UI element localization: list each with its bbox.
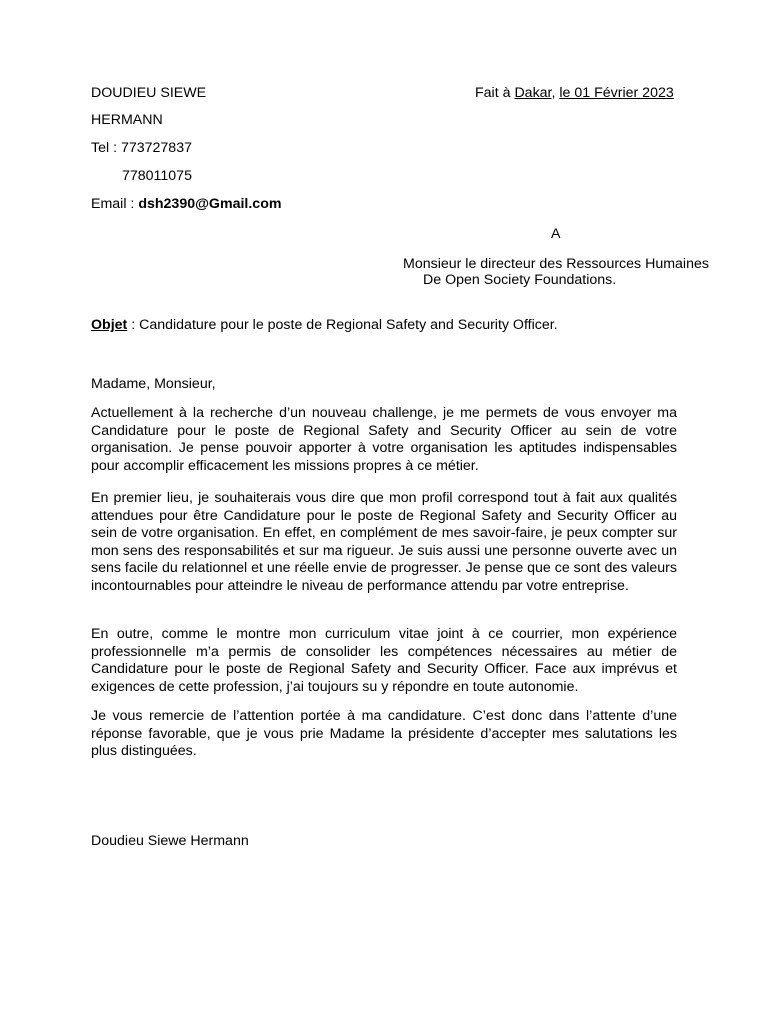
subject-line xyxy=(91,317,558,335)
place-comma: , xyxy=(551,85,560,101)
email-address: dsh2390@Gmail.com xyxy=(138,196,282,212)
recipient-line1: Monsieur le directeur des Ressources Humaines xyxy=(403,256,709,272)
email-label: Email : xyxy=(91,196,139,212)
body-paragraph-2: En premier lieu, je souhaiterais vous dire que mon profil correspond tout à fait aux qualités attendues pour être Candidature pour le poste de Regional Safety and Security Officer au sein de votre organisation. En effet, en complément de mes savoir-faire, je peux compter sur mon sens des responsabilités et sur ma rigueur. Je suis aussi une personne ouverte avec un sens facile du relationnel et une réelle envie de progresser. Je pense que ce sont des valeurs incontournables pour atteindre le niveau de performance attendu par votre entreprise. xyxy=(91,490,677,594)
subject-text: : Candidature pour le poste de Regional Safety and Security Officer. xyxy=(127,317,558,333)
sender-phone-line xyxy=(91,140,192,158)
body-paragraph-3: En outre, comme le montre mon curriculum vitae joint à ce courrier, mon expérience professionnelle m’a permis de consolider les compétences nécessaires au métier de Candidature pour le poste de Regional Safety and Security Officer. Face aux imprévus et exigences de cette profession, j’ai toujours su y répondre en toute autonomie. xyxy=(91,626,677,695)
body-paragraph-4: Je vous remercie de l’attention portée à ma candidature. C’est donc dans l’attente d’une réponse favorable, que je vous prie Madame la présidente d’accepter mes salutations les plus distinguées. xyxy=(91,708,677,759)
body-paragraph-1: Actuellement à la recherche d’un nouveau challenge, je me permets de vous envoyer ma Candidature pour le poste de Regional Safety and Security Officer au sein de votre organisation. Je pense pouvoir apporter à votre organisation les aptitudes indispensables pour accomplir efficacement les missions propres à ce métier. xyxy=(91,405,677,474)
signature-name: Doudieu Siewe Hermann xyxy=(91,833,249,849)
letter-date: le 01 Février 2023 xyxy=(559,85,674,101)
sender-email-line xyxy=(91,196,281,214)
place-prefix: Fait à xyxy=(475,85,515,101)
sender-name-line1: DOUDIEU SIEWE xyxy=(91,85,207,101)
sender-name-line2: HERMANN xyxy=(91,112,163,128)
phone-number-2: 778011075 xyxy=(122,168,192,184)
place-city: Dakar xyxy=(514,85,552,101)
place-date xyxy=(475,85,674,103)
phone-number-1: 773727837 xyxy=(120,140,192,156)
phone-label: Tel : xyxy=(91,140,121,156)
recipient-line2: De Open Society Foundations. xyxy=(423,272,617,288)
recipient-a: A xyxy=(551,226,561,242)
subject-label: Objet xyxy=(91,317,128,333)
salutation: Madame, Monsieur, xyxy=(91,376,216,392)
